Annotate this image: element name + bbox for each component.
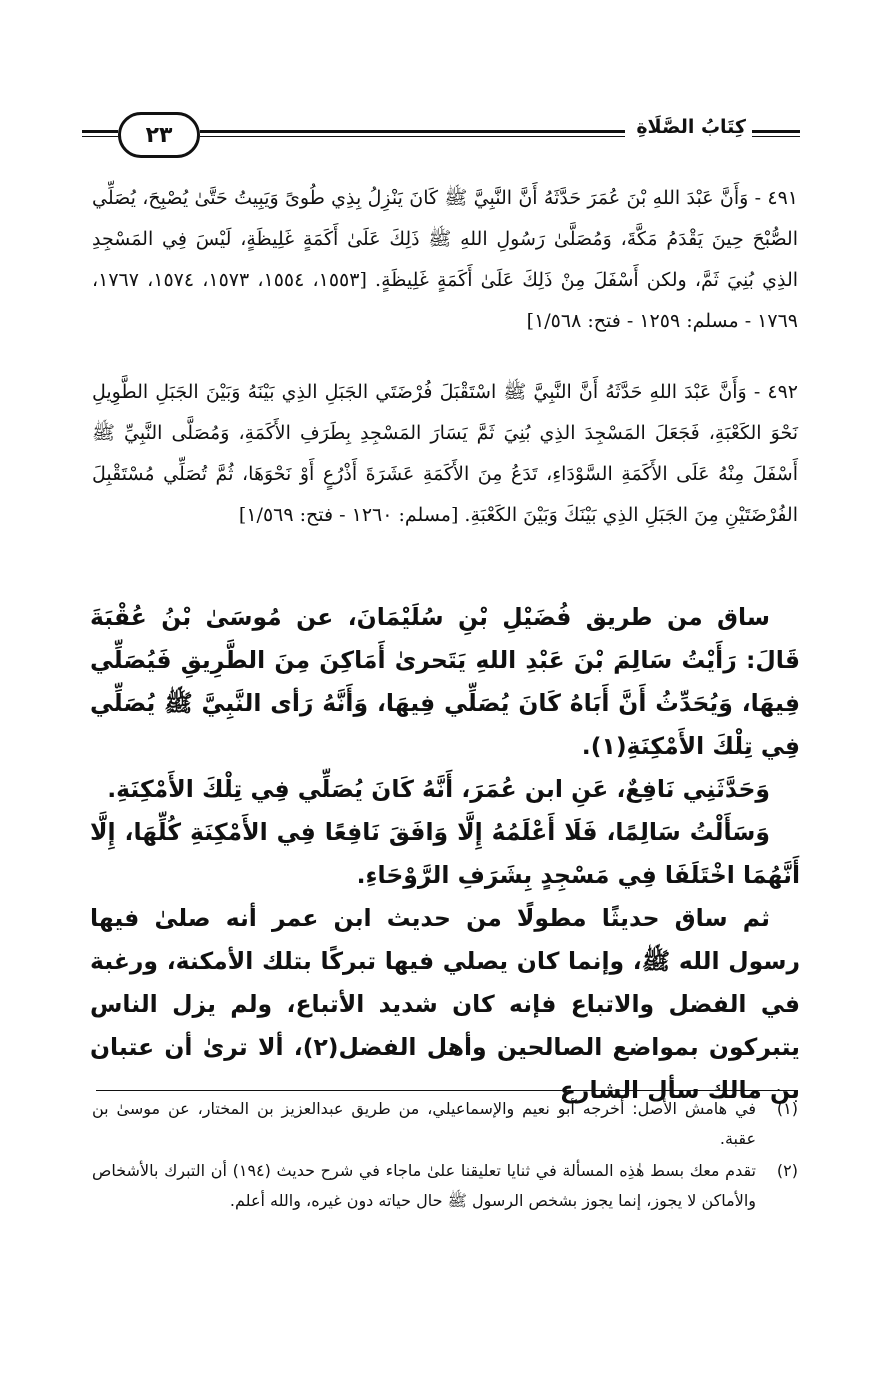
header-rule — [82, 130, 118, 133]
footnote-number: (٢) — [776, 1161, 798, 1180]
hadith-491-references: [١٥٥٣، ١٥٥٤، ١٥٧٣، ١٥٧٤، ١٧٦٧، ١٧٦٩ - مسلم: ١٢٥٩ - فتح: ١/٥٦٨] — [92, 269, 798, 332]
header-rule — [752, 136, 800, 137]
hadith-492 — [92, 372, 798, 536]
header-rule — [200, 136, 625, 137]
commentary-paragraph: ثم ساق حديثًا مطولًا من حديث ابن عمر أنه صلىٰ فيها رسول الله ﷺ، وإنما كان يصلي فيها تبركًا بتلك الأمكنة، ورغبة في الفضل والاتباع فإنه كان شديد الأتباع، ولم يزل الناس يتبركون بمواضع الصالحين وأهل الفضل(٢)، ألا ترىٰ أن عتبان بن مالك سأل الشارع — [90, 904, 800, 1104]
commentary-paragraph: ساق من طريق فُضَيْلِ بْنِ سُلَيْمَانَ، عن مُوسَىٰ بْنُ عُقْبَةَ قَالَ: رَأَيْتُ سَالِمَ بْنَ عَبْدِ اللهِ يَتَحرىٰ أَمَاكِنَ مِنَ الطَّرِيقِ فَيُصَلِّي فِيهَا، وَيُحَدِّثُ أَنَّ أَبَاهُ كَانَ يُصَلِّي فِيهَا، وَأَنَّهُ رَأى النَّبِيَّ ﷺ يُصَلِّي فِي تِلْكَ الأَمْكِنَةِ(١). — [90, 603, 800, 760]
footnote-number: (١) — [776, 1099, 798, 1118]
commentary-paragraph: وَحَدَّثَنِي نَافِعٌ، عَنِ ابن عُمَرَ، أَنَّهُ كَانَ يُصَلِّي فِي تِلْكَ الأَمْكِنَةِ. — [107, 775, 770, 803]
footnote — [92, 1094, 798, 1154]
page-header — [82, 112, 800, 164]
hadith-491 — [92, 178, 798, 342]
hadith-491-text: ٤٩١ - وَأَنَّ عَبْدَ اللهِ بْنَ عُمَرَ حَدَّثَهُ أَنَّ النَّبِيَّ ﷺ كَانَ يَنْزِلُ بِذِي طُوىً وَيَبِيتُ حَتَّىٰ يُصْبِحَ، يُصَلِّي الصُّبْحَ حِينَ يَقْدَمُ مَكَّةَ، وَمُصَلَّىٰ رَسُولِ اللهِ ﷺ ذَلِكَ عَلَىٰ أَكَمَةٍ غَلِيظَةٍ، لَيْسَ فِي المَسْجِدِ الذِي بُنِيَ ثَمَّ، ولكن أَسْفَلَ مِنْ ذَلِكَ عَلَىٰ أَكَمَةٍ غَلِيظَةٍ. — [92, 187, 799, 291]
footnote-text: في هامش الأصل: أخرجه أبو نعيم والإسماعيلي، من طريق عبدالعزيز بن المختار، عن موسىٰ بن عقبة. — [92, 1099, 756, 1148]
commentary-paragraph: وَسَأَلْتُ سَالِمًا، فَلَا أَعْلَمُهُ إِلَّا وَافَقَ نَافِعًا فِي الأَمْكِنَةِ كُلِّهَا، إِلَّا أَنَّهُمَا اخْتَلَفَا فِي مَسْجِدٍ بِشَرَفِ الرَّوْحَاءِ. — [90, 818, 800, 889]
footnote-separator — [96, 1090, 798, 1091]
footnote — [92, 1156, 798, 1216]
footnotes — [92, 1094, 798, 1218]
header-rule — [82, 136, 118, 137]
hadith-492-references: [مسلم: ١٢٦٠ - فتح: ١/٥٦٩] — [238, 504, 459, 526]
running-title: كِتَابُ الصَّلَاةِ — [636, 116, 746, 138]
header-rule — [200, 130, 625, 133]
header-rule — [752, 130, 800, 133]
hadith-492-text: ٤٩٢ - وَأَنَّ عَبْدَ اللهِ حَدَّثَهُ أَنَّ النَّبِيَّ ﷺ اسْتَقْبَلَ فُرْضَتَي الجَبَلِ الذِي بَيْنَهُ وَبَيْنَ الجَبَلِ الطَّوِيلِ نَحْوَ الكَعْبَةِ، فَجَعَلَ المَسْجِدَ الذِي بُنِيَ ثَمَّ يَسَارَ المَسْجِدِ بِطَرَفِ الأَكَمَةِ، وَمُصَلَّى النَّبِيِّ ﷺ أَسْفَلَ مِنْهُ عَلَى الأَكَمَةِ السَّوْدَاءِ، تَدَعُ مِنَ الأَكَمَةِ عَشَرَةَ أَذْرُعٍ أَوْ نَحْوَهَا، ثُمَّ تُصَلِّي مُسْتَقْبِلَ الفُرْضَتَيْنِ مِنَ الجَبَلِ الذِي بَيْنَكَ وَبَيْنَ الكَعْبَةِ. — [92, 381, 798, 526]
page-number: ٢٣ — [118, 112, 200, 158]
commentary — [90, 596, 800, 1112]
footnote-text: تقدم معك بسط هٰذِه المسألة في ثنايا تعليقنا علىٰ ماجاء في شرح حديث (١٩٤) أن التبرك بالأشخاص والأماكن لا يجوز، إنما يجوز بشخص الرسول ﷺ حال حياته دون غيره، والله أعلم. — [92, 1161, 757, 1210]
